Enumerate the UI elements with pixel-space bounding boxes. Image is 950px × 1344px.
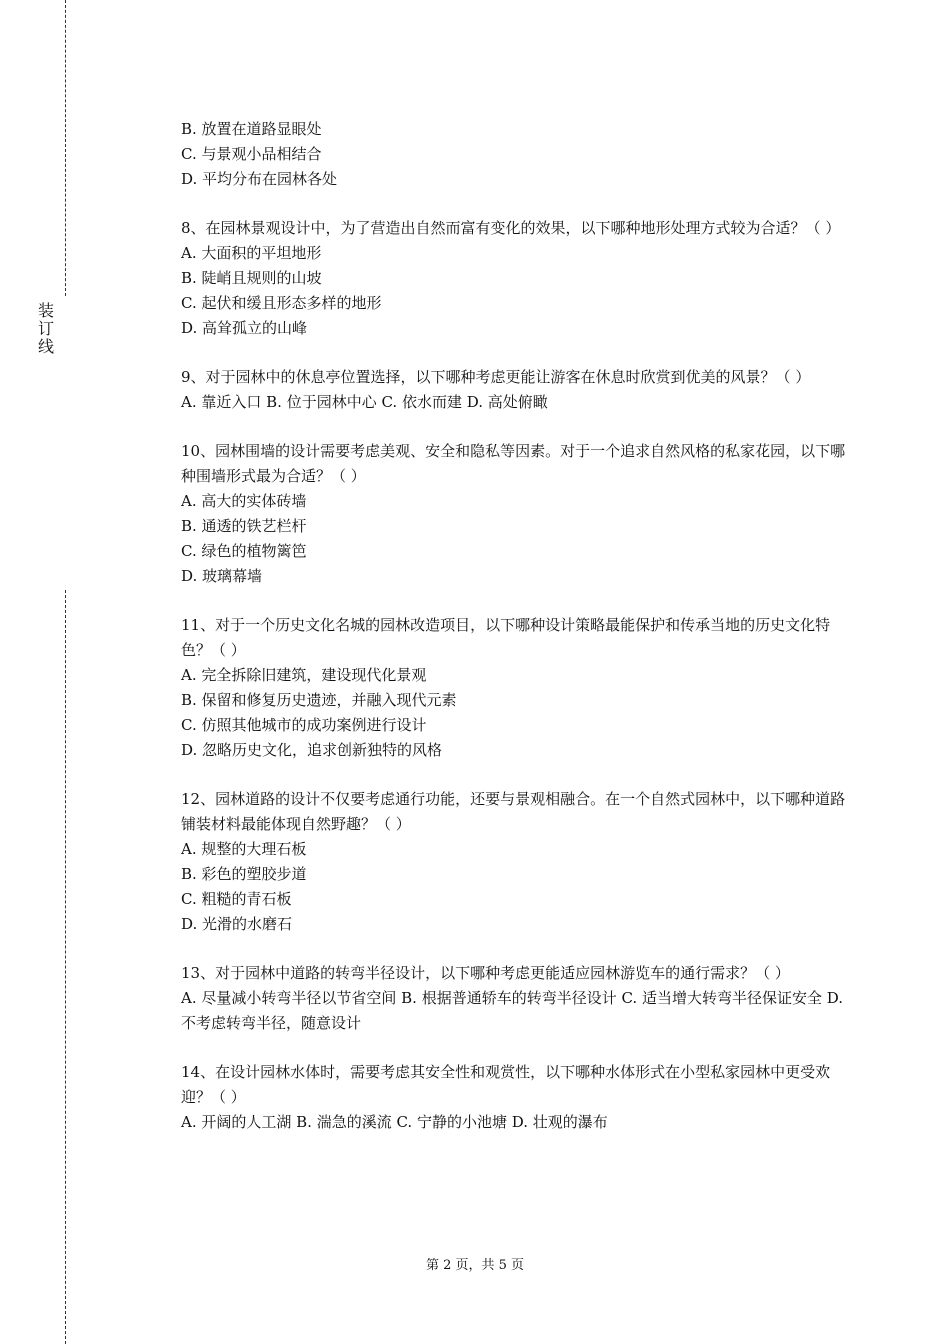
question-text: 9、对于园林中的休息亭位置选择，以下哪种考虑更能让游客在休息时欣赏到优美的风景？（ ） [181, 368, 811, 386]
question-12 [181, 787, 851, 937]
question-7-continued [181, 117, 851, 192]
question-14 [181, 1060, 851, 1135]
option-b: B. 保留和修复历史遗迹，并融入现代元素 [181, 691, 457, 709]
option-c: C. 粗糙的青石板 [181, 890, 292, 908]
option-b: B. 彩色的塑胶步道 [181, 865, 307, 883]
option-b: B. 放置在道路显眼处 [181, 120, 322, 138]
option-c: C. 仿照其他城市的成功案例进行设计 [181, 716, 427, 734]
binding-line-top [65, 0, 66, 296]
question-11 [181, 613, 851, 763]
question-9 [181, 365, 851, 415]
option-line: A. 尽量减小转弯半径以节省空间 B. 根据普通轿车的转弯半径设计 C. 适当增大转弯半径保证安全 D. 不考虑转弯半径，随意设计 [181, 989, 843, 1032]
option-c: C. 起伏和缓且形态多样的地形 [181, 294, 382, 312]
option-d: D. 平均分布在园林各处 [181, 170, 338, 188]
question-text: 13、对于园林中道路的转弯半径设计，以下哪种考虑更能适应园林游览车的通行需求？（ ） [181, 964, 790, 982]
option-a: A. 大面积的平坦地形 [181, 244, 322, 262]
question-text: 14、在设计园林水体时，需要考虑其安全性和观赏性，以下哪种水体形式在小型私家园林中更受欢迎？（ ） [181, 1063, 831, 1106]
option-b: B. 陡峭且规则的山坡 [181, 269, 322, 287]
option-line: A. 靠近入口 B. 位于园林中心 C. 依水而建 D. 高处俯瞰 [181, 393, 548, 411]
option-d: D. 光滑的水磨石 [181, 915, 293, 933]
page-number: 第 2 页，共 5 页 [425, 1258, 525, 1273]
option-a: A. 高大的实体砖墙 [181, 492, 307, 510]
option-c: C. 与景观小品相结合 [181, 145, 322, 163]
option-d: D. 玻璃幕墙 [181, 567, 263, 585]
question-text: 11、对于一个历史文化名城的园林改造项目，以下哪种设计策略最能保护和传承当地的历史文化特色？（ ） [181, 616, 831, 659]
question-13 [181, 961, 851, 1036]
option-c: C. 绿色的植物篱笆 [181, 542, 307, 560]
option-a: A. 规整的大理石板 [181, 840, 307, 858]
binding-line-bottom [65, 590, 66, 1344]
question-text: 8、在园林景观设计中，为了营造出自然而富有变化的效果，以下哪种地形处理方式较为合适？（ ） [181, 219, 841, 237]
option-a: A. 完全拆除旧建筑，建设现代化景观 [181, 666, 427, 684]
option-d: D. 高耸孤立的山峰 [181, 319, 308, 337]
question-10 [181, 439, 851, 589]
option-b: B. 通透的铁艺栏杆 [181, 517, 307, 535]
question-text: 12、园林道路的设计不仅要考虑通行功能，还要与景观相融合。在一个自然式园林中，以下哪种道路铺装材料最能体现自然野趣？（ ） [181, 790, 846, 833]
question-content [181, 117, 851, 1159]
binding-label: 装订线 [37, 301, 54, 356]
question-text: 10、园林围墙的设计需要考虑美观、安全和隐私等因素。对于一个追求自然风格的私家花园，以下哪种围墙形式最为合适？（ ） [181, 442, 846, 485]
option-d: D. 忽略历史文化，追求创新独特的风格 [181, 741, 443, 759]
option-line: A. 开阔的人工湖 B. 湍急的溪流 C. 宁静的小池塘 D. 壮观的瀑布 [181, 1113, 608, 1131]
question-8 [181, 216, 851, 341]
